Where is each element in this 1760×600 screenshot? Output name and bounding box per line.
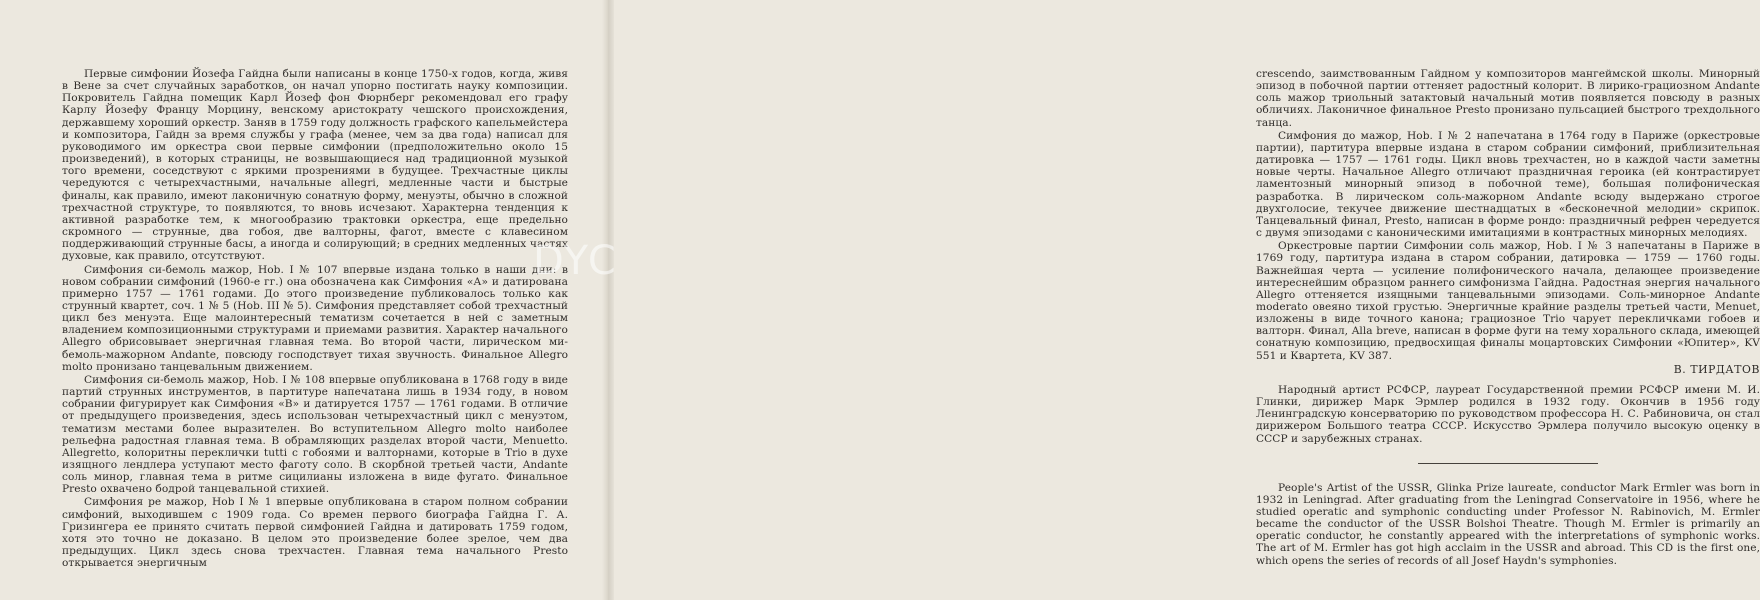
paragraph-intro: Первые симфонии Йозефа Гайдна были написаны в конце 1750-х годов, когда, живя в Вене за счет случайных заработков, он начал упорно постигать науку композиции. Покровитель Гайдна помещик Карл Йозеф фон Фюрнберг рекомендовал его графу Карлу Йозефу Францу Морцину, венскому аристократу чешского происхождения, державшему хороший оркестр. Заняв в 1759 году должность графского капельмейстера и композитора, Гайдн за время службы у графа (менее, чем за два года) написал для руководимого им оркестра свои первые симфонии (предположительно около 15 произведений), в которых страницы, не возвышающиеся над традиционной музыкой того времени, соседствуют с яркими прозрениями в будущее. Трехчастные циклы чередуются с четырехчастными, начальные allegri, медленные части и быстрые финалы, как правило, имеют лаконичную сонатную форму, менуэты, обычно в сложной трехчастной структуре, то появляются, то вновь исчезают. Характерна тенденция к активной разработке тем, к многообразию трактовки оркестра, еще предельно скромного — струнные, два гобоя, две валторны, фагот, вместе с клавесином поддерживающий струнные басы, а иногда и солирующий; в средних медленных частях духовые, как правило, отсутствуют.	[62, 68, 568, 263]
left-page	[0, 0, 607, 600]
paragraph-symphony-3: Оркестровые партии Симфонии соль мажор, Hob. I № 3 напечатаны в Париже в 1769 году, партитура издана в старом собрании, датировка — 1759 — 1760 годы. Важнейшая черта — усиление полифонического начала, делающее произведение интереснейшим образцом раннего симфонизма Гайдна. Радостная энергия начального Allegro оттеняется изящными танцевальными эпизодами. Соль-минорное Andante moderato овеяно тихой грустью. Энергичные крайние разделы третьей части, Menuet, изложены в виде точного канона; грациозное Trio чарует перекличками гобоев и валторн. Финал, Alla breve, написан в форме фуги на тему хорального склада, имеющей сонатную композицию, предвосхищая финалы моцартовских Симфонии «Юпитер», KV 551 и Квартета, KV 387.	[1256, 240, 1760, 362]
paragraph-symphony-108: Симфония си-бемоль мажор, Hob. I № 108 впервые опубликована в 1768 году в виде партий струнных инструментов, в партитуре напечатана лишь в 1934 году, в новом собрании фигурирует как Симфония «В» и датируется 1757 — 1761 годами. В отличие от предыдущего произведения, здесь использован четырехчастный цикл с менуэтом, тематизм местами более выразителен. Во вступительном Allegro molto наиболее рельефна радостная главная тема. В обрамляющих разделах второй части, Menuetto. Allegretto, колоритны переклички tutti с гобоями и валторнами, которые в Trio в духе изящного лендлера уступают место фаготу соло. В скорбной третьей части, Andante соль минор, главная тема в ритме сицилианы изложена в виде фугато. Финальное Presto охвачено бодрой танцевальной стихией.	[62, 373, 568, 496]
paragraph-symphony-1-cont: crescendo, заимствованным Гайдном у композиторов мангеймской школы. Минорный эпизод в побочной партии оттеняет радостный колорит. В лирико-грациозном Andante соль мажор триольный затактовый начальный мотив появляется повсюду в разных обличиях. Лаконичное финальное Presto пронизано пульсацией быстрого трехдольного танца.	[1256, 68, 1760, 129]
conductor-bio-english: People's Artist of the USSR, Glinka Prize laureate, conductor Mark Ermler was born in 1932 in Leningrad. After graduating from the Leningrad Conservatoire in 1956, where he studied operatic and symphonic conducting under Professor N. Rabinovich, M. Ermler became the conductor of the USSR Bolshoi Theatre. Though M. Ermler is primarily an operatic conductor, he constantly appeared with the interpretations of symphonic works. The art of M. Ermler has got high acclaim in the USSR and abroad. This CD is the first one, which opens the series of records of all Josef Haydn's symphonies.	[1256, 481, 1760, 567]
right-page	[607, 0, 1760, 600]
author-signature: В. ТИРДАТОВ	[1673, 362, 1760, 376]
page-fold	[602, 0, 614, 600]
right-text-column	[1256, 68, 1760, 567]
watermark: DYC	[533, 238, 618, 284]
paragraph-symphony-1: Симфония ре мажор, Hob I № 1 впервые опубликована в старом полном собрании симфоний, выходившем с 1909 года. Со времен первого биографа Гайдна Г. А. Гризингера ее принято считать первой симфонией Гайдна и датировать 1759 годом, хотя это точно не доказано. В целом это произведение более зрелое, чем два предыдущих. Цикл здесь снова трехчастен. Главная тема начального Presto открывается энергичным	[62, 496, 568, 570]
paragraph-symphony-107: Симфония си-бемоль мажор, Hob. I № 107 впервые издана только в наши дни: в новом собрании симфоний (1960-е гг.) она обозначена как Симфония «А» и датирована примерно 1757 — 1761 годами. До этого произведение публиковалось только как струнный квартет, соч. 1 № 5 (Hob. III № 5). Симфония представляет собой трехчастный цикл без менуэта. Еще малоинтересный тематизм сочетается в ней с заметным владением композиционными структурами и приемами развития. Характер начального Allegro обрисовывает энергичная главная тема. Во второй части, лирическом ми-бемоль-мажорном Andante, повсюду господствует тихая звучность. Финальное Allegro molto пронизано танцевальным движением.	[62, 263, 568, 373]
paragraph-symphony-2: Симфония до мажор, Hob. I № 2 напечатана в 1764 году в Париже (оркестровые партии), партитура впервые издана в старом собрании симфоний, приблизительная датировка — 1757 — 1761 годы. Цикл вновь трехчастен, но в каждой части заметны новые черты. Начальное Allegro отличают праздничная героика (ей контрастирует ламентозный минорный эпизод в побочной теме), большая полифоническая разработка. В лирическом соль-мажорном Andante всюду выдержано строгое двухголосие, текучее движение шестнадцатых в «бесконечной мелодии» скрипок. Танцевальный финал, Presto, написан в форме рондо: праздничный рефрен чередуется с двумя эпизодами с каноническими имитациями в контрастных минорных мелодиях.	[1256, 129, 1760, 240]
conductor-bio-russian: Народный артист РСФСР, лауреат Государственной премии РСФСР имени М. И. Глинки, дирижер Марк Эрмлер родился в 1932 году. Окончив в 1956 году Ленинградскую консерваторию по руководством профессора Н. С. Рабиновича, он стал дирижером Большого театра СССР. Искусство Эрмлера получило высокую оценку в СССР и зарубежных странах.	[1256, 383, 1760, 445]
left-text-column	[62, 68, 568, 569]
section-divider	[1418, 463, 1598, 464]
